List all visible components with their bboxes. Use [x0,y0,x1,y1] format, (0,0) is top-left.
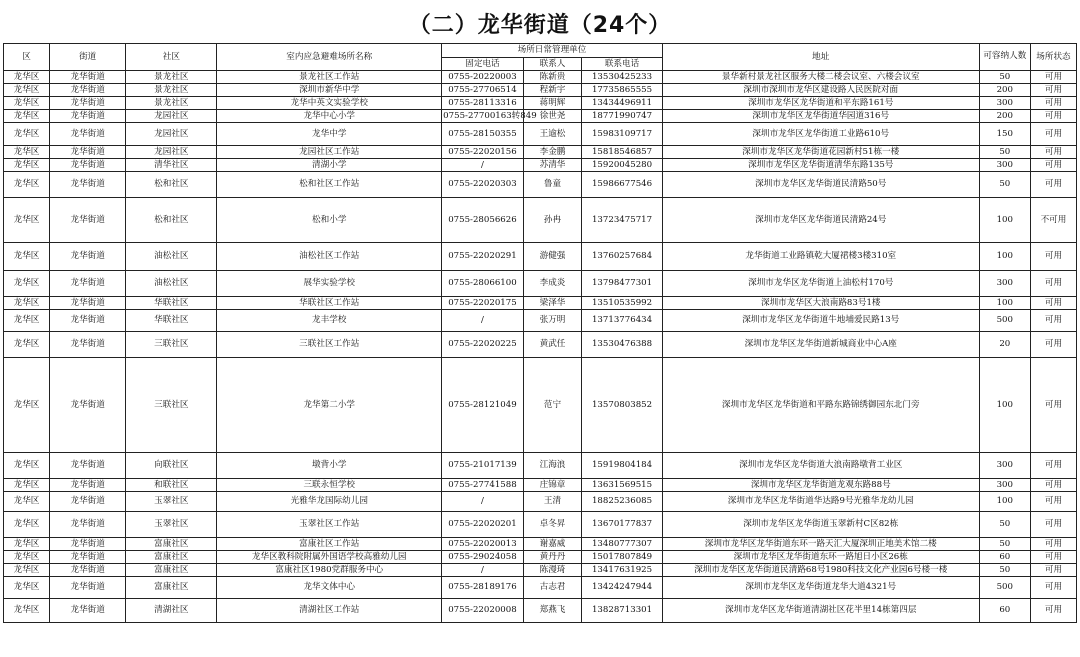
table-row [4,271,1077,297]
cell-address: 深圳市龙华区龙华街道和平东路161号 [662,97,979,110]
cell-street: 龙华街道 [50,243,126,271]
header-capacity: 可容纳人数 [979,44,1030,71]
cell-shelter-name: 华联社区工作站 [217,297,442,310]
cell-shelter-name: 三联永恒学校 [217,479,442,492]
cell-status: 可用 [1030,453,1076,479]
header-district: 区 [4,44,50,71]
cell-community: 油松社区 [126,243,217,271]
cell-fixed-phone: 0755-20220003 [442,71,524,84]
cell-address: 深圳市龙华区龙华街道新城商业中心A座 [662,332,979,358]
cell-street: 龙华街道 [50,564,126,577]
cell-street: 龙华街道 [50,310,126,332]
cell-district: 龙华区 [4,97,50,110]
cell-capacity: 60 [979,599,1030,623]
cell-contact-person: 王清 [523,492,582,512]
cell-status: 可用 [1030,492,1076,512]
table-row [4,310,1077,332]
cell-capacity: 300 [979,97,1030,110]
cell-street: 龙华街道 [50,453,126,479]
cell-community: 向联社区 [126,453,217,479]
cell-contact-person: 黄武任 [523,332,582,358]
cell-address: 深圳市龙华区龙华街道花园新村51栋一楼 [662,146,979,159]
cell-status: 可用 [1030,564,1076,577]
cell-community: 松和社区 [126,172,217,198]
cell-contact-person: 李成炎 [523,271,582,297]
cell-district: 龙华区 [4,159,50,172]
table-row [4,492,1077,512]
cell-contact-phone: 15986677546 [582,172,663,198]
cell-community: 龙园社区 [126,123,217,146]
table-row [4,243,1077,271]
cell-address: 深圳市龙华区龙华街道龙观东路88号 [662,479,979,492]
cell-fixed-phone: 0755-22020013 [442,538,524,551]
cell-fixed-phone: 0755-27741588 [442,479,524,492]
cell-street: 龙华街道 [50,332,126,358]
cell-capacity: 100 [979,297,1030,310]
cell-community: 富康社区 [126,538,217,551]
cell-shelter-name: 松和小学 [217,198,442,243]
cell-district: 龙华区 [4,84,50,97]
header-street: 街道 [50,44,126,71]
cell-contact-phone: 13670177837 [582,512,663,538]
cell-contact-phone: 13417631925 [582,564,663,577]
cell-fixed-phone: / [442,564,524,577]
cell-community: 富康社区 [126,551,217,564]
cell-contact-phone: 15919804184 [582,453,663,479]
cell-fixed-phone: 0755-29024058 [442,551,524,564]
header-shelter-name: 室内应急避难场所名称 [217,44,442,71]
cell-street: 龙华街道 [50,172,126,198]
cell-contact-phone: 13760257684 [582,243,663,271]
cell-address: 深圳市龙华区龙华街道大浪南路墩背工业区 [662,453,979,479]
header-contact-person: 联系人 [523,58,582,71]
cell-contact-person: 游健强 [523,243,582,271]
cell-fixed-phone: 0755-22020175 [442,297,524,310]
cell-district: 龙华区 [4,551,50,564]
cell-address: 深圳市龙华区龙华街道牛地埔爱民路13号 [662,310,979,332]
table-row [4,551,1077,564]
cell-street: 龙华街道 [50,512,126,538]
cell-fixed-phone: 0755-28066100 [442,271,524,297]
cell-fixed-phone: 0755-28189176 [442,577,524,599]
cell-shelter-name: 龙华区教科院附属外国语学校高雅幼儿园 [217,551,442,564]
table-row [4,453,1077,479]
cell-capacity: 100 [979,358,1030,453]
cell-district: 龙华区 [4,492,50,512]
cell-district: 龙华区 [4,358,50,453]
cell-community: 景龙社区 [126,97,217,110]
header-community: 社区 [126,44,217,71]
table-row [4,123,1077,146]
cell-community: 松和社区 [126,198,217,243]
cell-capacity: 50 [979,564,1030,577]
cell-contact-person: 孙冉 [523,198,582,243]
cell-district: 龙华区 [4,172,50,198]
cell-contact-phone: 13723475717 [582,198,663,243]
cell-status: 可用 [1030,271,1076,297]
cell-fixed-phone: 0755-22020303 [442,172,524,198]
cell-status: 可用 [1030,310,1076,332]
table-row [4,512,1077,538]
cell-fixed-phone: 0755-21017139 [442,453,524,479]
cell-capacity: 50 [979,538,1030,551]
cell-street: 龙华街道 [50,71,126,84]
cell-contact-phone: 13713776434 [582,310,663,332]
cell-shelter-name: 龙华中学 [217,123,442,146]
cell-street: 龙华街道 [50,146,126,159]
cell-district: 龙华区 [4,243,50,271]
cell-address: 深圳市龙华区大浪南路83号1楼 [662,297,979,310]
table-row [4,71,1077,84]
cell-shelter-name: 玉翠社区工作站 [217,512,442,538]
cell-fixed-phone: 0755-28056626 [442,198,524,243]
header-status: 场所状态 [1030,44,1076,71]
cell-street: 龙华街道 [50,538,126,551]
cell-community: 油松社区 [126,271,217,297]
cell-address: 深圳市龙华区龙华街道华园道316号 [662,110,979,123]
cell-fixed-phone: 0755-22020008 [442,599,524,623]
cell-community: 清华社区 [126,159,217,172]
cell-street: 龙华街道 [50,84,126,97]
cell-district: 龙华区 [4,538,50,551]
cell-contact-phone: 13530425233 [582,71,663,84]
cell-capacity: 100 [979,492,1030,512]
cell-address: 深圳市龙华区龙华街道玉翠新村C区82栋 [662,512,979,538]
cell-fixed-phone: 0755-27706514 [442,84,524,97]
cell-community: 玉翠社区 [126,492,217,512]
table-row [4,297,1077,310]
cell-street: 龙华街道 [50,577,126,599]
cell-district: 龙华区 [4,198,50,243]
cell-capacity: 150 [979,123,1030,146]
cell-district: 龙华区 [4,599,50,623]
cell-contact-phone: 13434496911 [582,97,663,110]
cell-shelter-name: 光雅华龙国际幼儿园 [217,492,442,512]
cell-capacity: 60 [979,551,1030,564]
cell-community: 富康社区 [126,577,217,599]
cell-capacity: 50 [979,146,1030,159]
cell-street: 龙华街道 [50,271,126,297]
cell-contact-person: 陈新贵 [523,71,582,84]
cell-contact-person: 卓冬昇 [523,512,582,538]
cell-district: 龙华区 [4,577,50,599]
cell-address: 深圳市龙华区龙华街道民清路50号 [662,172,979,198]
cell-community: 富康社区 [126,564,217,577]
cell-fixed-phone: 0755-27700163转849 [443,110,537,121]
cell-capacity: 500 [979,577,1030,599]
cell-community: 玉翠社区 [126,512,217,538]
cell-shelter-name: 富康社区工作站 [217,538,442,551]
cell-capacity: 300 [979,271,1030,297]
cell-shelter-name: 深圳市新华中学 [217,84,442,97]
cell-address: 深圳市龙华区龙华街道和平路东路锦绣御园东北门旁 [662,358,979,453]
header-management-unit: 场所日常管理单位 [442,44,663,58]
cell-contact-phone: 15818546857 [582,146,663,159]
cell-status: 可用 [1030,297,1076,310]
cell-contact-phone: 18825236085 [582,492,663,512]
cell-address: 深圳市深圳市龙华区建设路人民医院对面 [662,84,979,97]
cell-contact-person: 古志君 [523,577,582,599]
cell-fixed-phone: / [442,492,524,512]
cell-shelter-name: 油松社区工作站 [217,243,442,271]
cell-contact-phone: 13570803852 [582,358,663,453]
table-row [4,146,1077,159]
cell-contact-phone: 17735865555 [582,84,663,97]
cell-address: 深圳市龙华区龙华街道龙华大道4321号 [662,577,979,599]
cell-shelter-name: 富康社区1980党群服务中心 [217,564,442,577]
cell-status: 可用 [1030,512,1076,538]
cell-street: 龙华街道 [50,492,126,512]
cell-capacity: 500 [979,310,1030,332]
cell-street: 龙华街道 [50,123,126,146]
cell-contact-phone: 15920045280 [582,159,663,172]
cell-address: 深圳市龙华区龙华街道民清路24号 [662,198,979,243]
cell-shelter-name: 松和社区工作站 [217,172,442,198]
page-title: （二）龙华街道（24个） [408,13,672,38]
cell-district: 龙华区 [4,453,50,479]
cell-district: 龙华区 [4,332,50,358]
cell-capacity: 20 [979,332,1030,358]
cell-contact-phone: 13828713301 [582,599,663,623]
table-row [4,479,1077,492]
cell-shelter-name: 墩背小学 [217,453,442,479]
cell-shelter-name: 展华实验学校 [217,271,442,297]
cell-contact-phone: 13480777307 [582,538,663,551]
cell-status: 可用 [1030,332,1076,358]
cell-address: 深圳市龙华区龙华街道清湖社区花半里14栋第四层 [662,599,979,623]
cell-street: 龙华街道 [50,110,126,123]
cell-contact-person: 蒋明辉 [523,97,582,110]
cell-community: 三联社区 [126,332,217,358]
cell-contact-person: 王逾松 [523,123,582,146]
cell-status: 可用 [1030,146,1076,159]
cell-fixed-phone: 0755-22020225 [442,332,524,358]
cell-contact-phone: 13530476388 [582,332,663,358]
cell-status: 可用 [1030,71,1076,84]
cell-contact-phone: 15983109717 [582,123,663,146]
cell-community: 景龙社区 [126,71,217,84]
cell-capacity: 300 [979,479,1030,492]
cell-contact-phone: 13798477301 [582,271,663,297]
cell-status: 可用 [1030,97,1076,110]
cell-district: 龙华区 [4,479,50,492]
table-row [4,198,1077,243]
cell-community: 景龙社区 [126,84,217,97]
cell-community: 和联社区 [126,479,217,492]
table-row [4,172,1077,198]
cell-shelter-name: 龙园社区工作站 [217,146,442,159]
cell-shelter-name: 龙华中英文实验学校 [217,97,442,110]
cell-community: 华联社区 [126,297,217,310]
table-row [4,358,1077,453]
cell-fixed-phone: 0755-28113316 [442,97,524,110]
cell-contact-person: 程新宇 [523,84,582,97]
cell-contact-phone: 15017807849 [582,551,663,564]
cell-district: 龙华区 [4,271,50,297]
cell-address: 深圳市龙华区龙华街道工业路610号 [662,123,979,146]
table-row [4,84,1077,97]
table-row [4,159,1077,172]
cell-district: 龙华区 [4,512,50,538]
cell-street: 龙华街道 [50,599,126,623]
cell-street: 龙华街道 [50,97,126,110]
cell-contact-person: 张万明 [523,310,582,332]
cell-contact-phone: 13631569515 [582,479,663,492]
cell-district: 龙华区 [4,297,50,310]
cell-capacity: 200 [979,84,1030,97]
cell-fixed-phone: / [442,159,524,172]
cell-street: 龙华街道 [50,551,126,564]
cell-fixed-phone: 0755-28150355 [442,123,524,146]
cell-contact-person: 谢嘉威 [523,538,582,551]
cell-capacity: 300 [979,159,1030,172]
cell-contact-person: 苏清华 [523,159,582,172]
cell-contact-person: 鲁童 [523,172,582,198]
cell-status: 可用 [1030,358,1076,453]
cell-capacity: 300 [979,453,1030,479]
table-row [4,110,1077,123]
cell-status: 不可用 [1030,198,1076,243]
cell-district: 龙华区 [4,71,50,84]
header-row [4,44,1077,58]
cell-shelter-name: 龙华文体中心 [217,577,442,599]
cell-contact-phone: 13510535992 [582,297,663,310]
cell-status: 可用 [1030,172,1076,198]
cell-status: 可用 [1030,84,1076,97]
cell-status: 可用 [1030,110,1076,123]
cell-contact-person: 梁泽华 [523,297,582,310]
shelter-table [3,43,1077,623]
cell-street: 龙华街道 [50,479,126,492]
cell-district: 龙华区 [4,123,50,146]
cell-address: 深圳市龙华区龙华街道民清路68号1980科技文化产业园6号楼一楼 [662,564,979,577]
cell-contact-person: 黄丹丹 [523,551,582,564]
cell-shelter-name: 三联社区工作站 [217,332,442,358]
table-row [4,564,1077,577]
cell-shelter-name: 龙华第二小学 [217,358,442,453]
cell-shelter-name: 清湖社区工作站 [217,599,442,623]
cell-contact-person: 范宁 [523,358,582,453]
cell-street: 龙华街道 [50,358,126,453]
cell-community: 三联社区 [126,358,217,453]
cell-address: 龙华街道工业路镇乾大厦裙楼3楼310室 [662,243,979,271]
cell-street: 龙华街道 [50,297,126,310]
cell-contact-person: 陈漫琦 [523,564,582,577]
cell-district: 龙华区 [4,310,50,332]
cell-contact-person: 庄锦章 [523,479,582,492]
cell-contact-person: 郑燕飞 [523,599,582,623]
cell-address: 深圳市龙华区龙华街道东环一路天汇大厦深圳正地美术馆二楼 [662,538,979,551]
cell-address: 深圳市龙华区龙华街道清华东路135号 [662,159,979,172]
cell-capacity: 50 [979,172,1030,198]
table-row [4,599,1077,623]
table-row [4,332,1077,358]
cell-contact-person: 江海浪 [523,453,582,479]
cell-fixed-phone: 0755-22020156 [442,146,524,159]
cell-community: 华联社区 [126,310,217,332]
cell-capacity: 50 [979,512,1030,538]
cell-status: 可用 [1030,577,1076,599]
cell-address: 深圳市龙华区龙华街道上油松村170号 [662,271,979,297]
cell-contact-phone: 18771990747 [582,110,663,123]
cell-status: 可用 [1030,243,1076,271]
cell-capacity: 100 [979,198,1030,243]
cell-capacity: 200 [979,110,1030,123]
cell-shelter-name: 清湖小学 [217,159,442,172]
cell-status: 可用 [1030,479,1076,492]
cell-address: 景华新村景龙社区服务大楼二楼会议室、六楼会议室 [662,71,979,84]
cell-shelter-name: 龙丰学校 [217,310,442,332]
cell-status: 可用 [1030,123,1076,146]
cell-district: 龙华区 [4,110,50,123]
cell-address: 深圳市龙华区龙华街道华达路9号光雅华龙幼儿园 [662,492,979,512]
cell-street: 龙华街道 [50,159,126,172]
cell-district: 龙华区 [4,146,50,159]
header-contact-phone: 联系电话 [582,58,663,71]
cell-contact-person: 李金鹏 [523,146,582,159]
cell-fixed-phone: 0755-28121049 [442,358,524,453]
cell-fixed-phone: 0755-22020291 [442,243,524,271]
cell-status: 可用 [1030,551,1076,564]
cell-status: 可用 [1030,538,1076,551]
table-row [4,577,1077,599]
cell-fixed-phone: 0755-22020201 [442,512,524,538]
table-body [4,71,1077,623]
cell-contact-person: 徐世尧 [523,110,582,123]
cell-shelter-name: 龙华中心小学 [217,110,442,123]
header-fixed-phone: 固定电话 [442,58,524,71]
table-row [4,538,1077,551]
header-address: 地址 [662,44,979,71]
cell-community: 龙园社区 [126,110,217,123]
cell-community: 清湖社区 [126,599,217,623]
cell-contact-phone: 13424247944 [582,577,663,599]
cell-fixed-phone: / [442,310,524,332]
cell-community: 龙园社区 [126,146,217,159]
cell-street: 龙华街道 [50,198,126,243]
cell-capacity: 50 [979,71,1030,84]
cell-district: 龙华区 [4,564,50,577]
cell-address: 深圳市龙华区龙华街道东环一路旭日小区26栋 [662,551,979,564]
cell-capacity: 100 [979,243,1030,271]
table-row [4,97,1077,110]
cell-shelter-name: 景龙社区工作站 [217,71,442,84]
cell-status: 可用 [1030,159,1076,172]
cell-status: 可用 [1030,599,1076,623]
